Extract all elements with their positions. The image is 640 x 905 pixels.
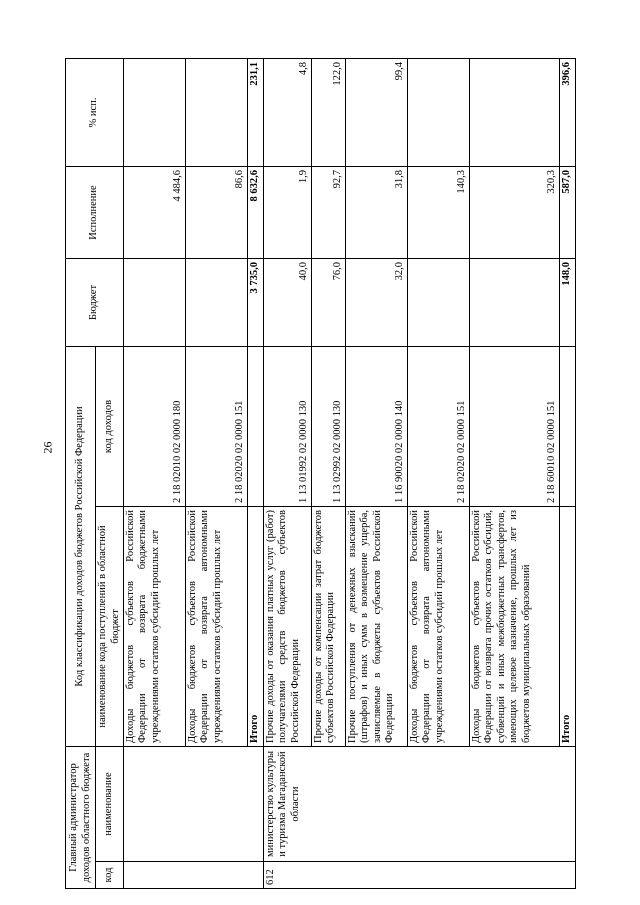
revenue-table (65, 58, 576, 889)
percent-cell: 4,8 (264, 58, 312, 166)
percent-cell: 99,4 (346, 58, 408, 166)
revenue-name-cell: Прочие доходы от компенсации затрат бюджетов субъектов Российской Федерации (312, 507, 346, 747)
total-label: Итого (560, 507, 576, 747)
revenue-name-cell: Доходы бюджетов субъектов Российской Федерации от возврата автономными учреждениями остатков субсидий прошлых лет (408, 507, 470, 747)
revenue-code-cell: 1 13 01992 02 0000 130 (264, 346, 312, 506)
revenue-code-name-header: наименование кода поступлений в областной бюджет (96, 507, 124, 747)
budget-cell: 148,0 (560, 258, 576, 346)
revenue-code-cell (248, 346, 264, 506)
code-header: код (96, 862, 124, 889)
budget-header: Бюджет (66, 258, 124, 346)
execution-cell: 92,7 (312, 166, 346, 258)
percent-cell: 231,1 (248, 58, 264, 166)
execution-cell: 8 632,6 (248, 166, 264, 258)
percent-cell: 396,6 (560, 58, 576, 166)
revenue-name-cell: Доходы бюджетов субъектов Российской Федерации от возврата бюджетными учреждениями остатков субсидий прошлых лет (124, 507, 186, 747)
revenue-code-cell: 2 18 02020 02 0000 151 (408, 346, 470, 506)
name-header: наименование (96, 747, 124, 862)
admin-group-header: Главный администратор доходов областного бюджета (66, 747, 96, 889)
revenue-code-cell: 2 18 60010 02 0000 151 (470, 346, 560, 506)
percent-cell (186, 58, 248, 166)
table-row (264, 58, 312, 888)
execution-cell: 320,3 (470, 166, 560, 258)
execution-cell: 4 484,6 (124, 166, 186, 258)
execution-cell: 140,3 (408, 166, 470, 258)
revenue-name-cell: Прочие поступления от денежных взысканий (штрафов) и иных сумм в возмещение ущерба, зачисляемые в бюджеты субъектов Российской Федерации (346, 507, 408, 747)
budget-cell (124, 258, 186, 346)
percent-cell: 122,0 (312, 58, 346, 166)
percent-cell (408, 58, 470, 166)
budget-cell (408, 258, 470, 346)
execution-header: Исполнение (66, 166, 124, 258)
revenue-name-cell: Доходы бюджетов субъектов Российской Федерации от возврата автономными учреждениями остатков субсидий прошлых лет (186, 507, 248, 747)
budget-cell: 32,0 (346, 258, 408, 346)
classification-group-header: Код классификации доходов бюджетов Российской Федерации (66, 346, 96, 746)
revenue-code-cell (560, 346, 576, 506)
percent-cell (124, 58, 186, 166)
execution-cell: 1,9 (264, 166, 312, 258)
code-cell (124, 862, 264, 889)
code-cell: 612 (264, 862, 576, 889)
budget-cell (470, 258, 560, 346)
execution-cell: 31,8 (346, 166, 408, 258)
revenue-code-cell: 1 13 02992 02 0000 130 (312, 346, 346, 506)
budget-cell (186, 258, 248, 346)
table-row (124, 58, 186, 888)
execution-cell: 587,0 (560, 166, 576, 258)
revenue-code-cell: 1 16 90020 02 0000 140 (346, 346, 408, 506)
admin-cell (124, 747, 264, 862)
revenue-code-header: код доходов (96, 346, 124, 506)
revenue-name-cell: Прочие доходы от оказания платных услуг (работ) получателями средств бюджетов субъектов Российской Федерации (264, 507, 312, 747)
budget-cell: 40,0 (264, 258, 312, 346)
budget-cell: 76,0 (312, 258, 346, 346)
revenue-code-cell: 2 18 02010 02 0000 180 (124, 346, 186, 506)
revenue-name-cell: Доходы бюджетов субъектов Российской Федерации от возврата прочих остатков субсидий, субвенций и иных межбюджетных трансфертов, имеющих целевое назначение, прошлых лет из бюджетов муниципальных образований (470, 507, 560, 747)
budget-cell: 3 735,0 (248, 258, 264, 346)
execution-cell: 86,6 (186, 166, 248, 258)
percent-header: % исп. (66, 58, 124, 166)
revenue-code-cell: 2 18 02020 02 0000 151 (186, 346, 248, 506)
percent-cell (470, 58, 560, 166)
page-number: 26 (40, 441, 55, 454)
total-label: Итого (248, 507, 264, 747)
rotated-table-wrapper (65, 59, 575, 889)
admin-name-cell: министерство культуры и туризма Магаданской области (264, 747, 576, 862)
